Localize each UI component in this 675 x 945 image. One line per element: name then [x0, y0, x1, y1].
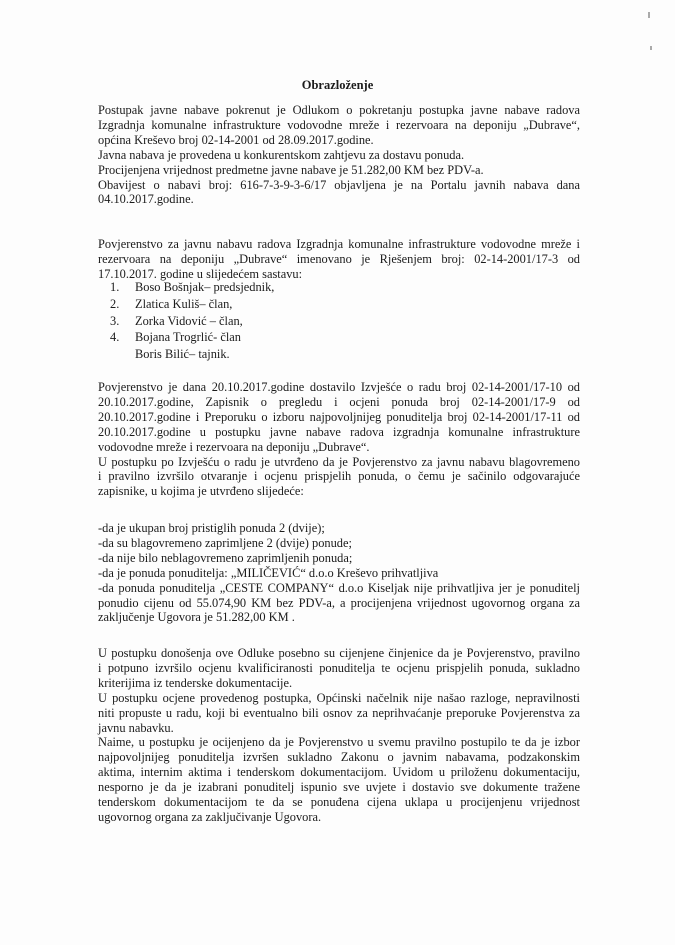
text-line: Obavijest o nabavi broj: 616-7-3-9-3-6/17 objavljena je na Portalu javnih nabava dana: [98, 177, 580, 192]
text-line: 17.10.2017. godine u slijedećem sastavu:: [98, 266, 303, 281]
member-name: Zorka Vidović – član,: [135, 313, 243, 328]
text-line: nesporno je da je izabrani ponuditelj ispunio sve uvjete i dostavio sve dokumente tražene: [98, 780, 580, 795]
text-line: rezervoara na deponiju „Dubrave“ imenovano je Rješenjem broj: 02-14-2001/17-3 od: [98, 251, 580, 266]
text-line: Postupak javne nabave pokrenut je Odlukom o pokretanju postupka javne nabave radova: [98, 103, 580, 117]
text-line: ponudio cijenu od 55.074,90 KM bez PDV-a, a procijenjena vrijednost ugovornog organa za: [98, 595, 580, 610]
document-title: Obrazloženje: [301, 78, 374, 92]
paragraph-findings: [98, 521, 580, 625]
paragraph-committee: [98, 237, 580, 282]
list-item: [110, 279, 274, 296]
text-line: kriterijima iz tenderske dokumentacije.: [98, 675, 293, 690]
text-line: -da su blagovremeno zaprimljene 2 (dvije) ponude;: [98, 535, 352, 550]
text-line: javnu nabavku.: [98, 720, 174, 735]
text-line: Povjerenstvo za javnu nabavu radova Izgradnja komunalne infrastrukture vodovodne mreže i: [98, 237, 580, 251]
text-line: 20.10.2017.godine, Zapisnik o pregledu i ocjeni ponuda broj 02-14-2001/17-9 od: [98, 394, 580, 409]
list-number: 2.: [110, 296, 120, 311]
member-name: Boris Bilić– tajnik.: [135, 347, 230, 362]
text-line: Naime, u postupku je ocijenjeno da je Povjerenstvo u svemu pravilno postupilo te da je izbor: [98, 735, 580, 750]
text-line: ugovornog organa za zaključivanje Ugovora.: [98, 809, 322, 824]
list-number: [110, 346, 135, 363]
text-line: U postupku ocjene provedenog postupka, Općinski načelnik nije našao razloge, nepravilnosti: [98, 690, 580, 705]
list-item: [110, 346, 274, 363]
text-line: vodovodne mreže i rezervoara na deponiju „Dubrave“.: [98, 439, 370, 454]
text-line: -da je ponuda ponuditelja: „MILIČEVIĆ“ d.o.o Kreševo prihvatljiva: [98, 565, 439, 580]
paragraph-report: [98, 380, 580, 499]
text-line: najpovoljnijeg ponuditelja izvršen sukladno Zakonu o javnim nabavama, podzakonskim: [98, 750, 580, 765]
text-line: Javna nabava je provedena u konkurentskom zahtjevu za dostavu ponuda.: [98, 147, 465, 162]
scan-mark: [650, 46, 652, 50]
text-line: tenderskom dokumentacijom te da se ponuđena cijena uklapa u procijenjenu vrijednost: [98, 795, 580, 810]
text-line: Izgradnja komunalne infrastrukture vodovodne mreže i rezervoara na deponiju „Dubrave“,: [98, 117, 580, 132]
list-number: 1.: [110, 280, 120, 294]
text-line: U postupku donošenja ove Odluke posebno su cijenjene činjenice da je Povjerenstvo, pravilno: [98, 646, 580, 660]
member-name: Bojana Trogrlić- član: [135, 330, 241, 345]
text-line: zaključenje Ugovora je 51.282,00 KM .: [98, 610, 295, 625]
text-line: zapisnike, u kojima je utvrđeno slijedeće:: [98, 484, 304, 499]
member-name: Zlatica Kuliš– član,: [135, 296, 233, 311]
text-line: 20.10.2017.godine i Preporuku o izboru najpovoljnijeg ponuditelja broj 02-14-2001/17-11 od: [98, 409, 580, 424]
text-line: Povjerenstvo je dana 20.10.2017.godine dostavilo Izvješće o radu broj 02-14-2001/17-10 od: [98, 380, 580, 394]
list-item: [110, 296, 274, 313]
scan-mark: [648, 12, 650, 18]
member-name: Boso Bošnjak– predsjednik,: [135, 280, 275, 294]
paragraph-decision-reasoning: [98, 646, 580, 825]
committee-member-list: [110, 279, 274, 363]
text-line: 04.10.2017.godine.: [98, 192, 194, 207]
text-line: 20.10.2017.godine u postupku javne nabave radova izgradnja komunalne infrastrukture: [98, 424, 580, 439]
text-line: općina Kreševo broj 02-14-2001 od 28.09.2017.godine.: [98, 132, 374, 147]
text-line: -da je ukupan broj pristiglih ponuda 2 (dvije);: [98, 521, 325, 535]
text-line: U postupku po Izvješću o radu je utvrđeno da je Povjerenstvo za javnu nabavu blagovremeno: [98, 454, 580, 469]
text-line: -da nije bilo neblagovremeno zaprimljenih ponuda;: [98, 550, 353, 565]
text-line: -da ponuda ponuditelja „CESTE COMPANY“ d.o.o Kiseljak nije prihvatljiva jer je ponuditelj: [98, 580, 580, 595]
text-line: aktima, internim aktima i tenderskom dokumentacijom. Uvidom u priloženu dokumentaciju,: [98, 765, 580, 780]
paragraph-procurement-intro: [98, 103, 580, 207]
text-line: Procijenjena vrijednost predmetne javne nabave je 51.282,00 KM bez PDV-a.: [98, 162, 484, 177]
list-item: [110, 313, 274, 330]
list-number: 4.: [110, 330, 120, 345]
text-line: niti propuste u radu, koji bi eventualno bili osnov za neprihvaćanje preporuke Povjerenstva za: [98, 705, 580, 720]
text-line: i pravilno izvršilo otvaranje i ocjenu prispjelih ponuda, o čemu je sačinilo odgovarajuće: [98, 469, 580, 484]
list-item: [110, 329, 274, 346]
text-line: i potpuno izvršilo ocjenu kvalificiranosti ponuditelja te ocjenu prispjelih ponuda, sukladno: [98, 660, 580, 675]
list-number: 3.: [110, 313, 120, 328]
